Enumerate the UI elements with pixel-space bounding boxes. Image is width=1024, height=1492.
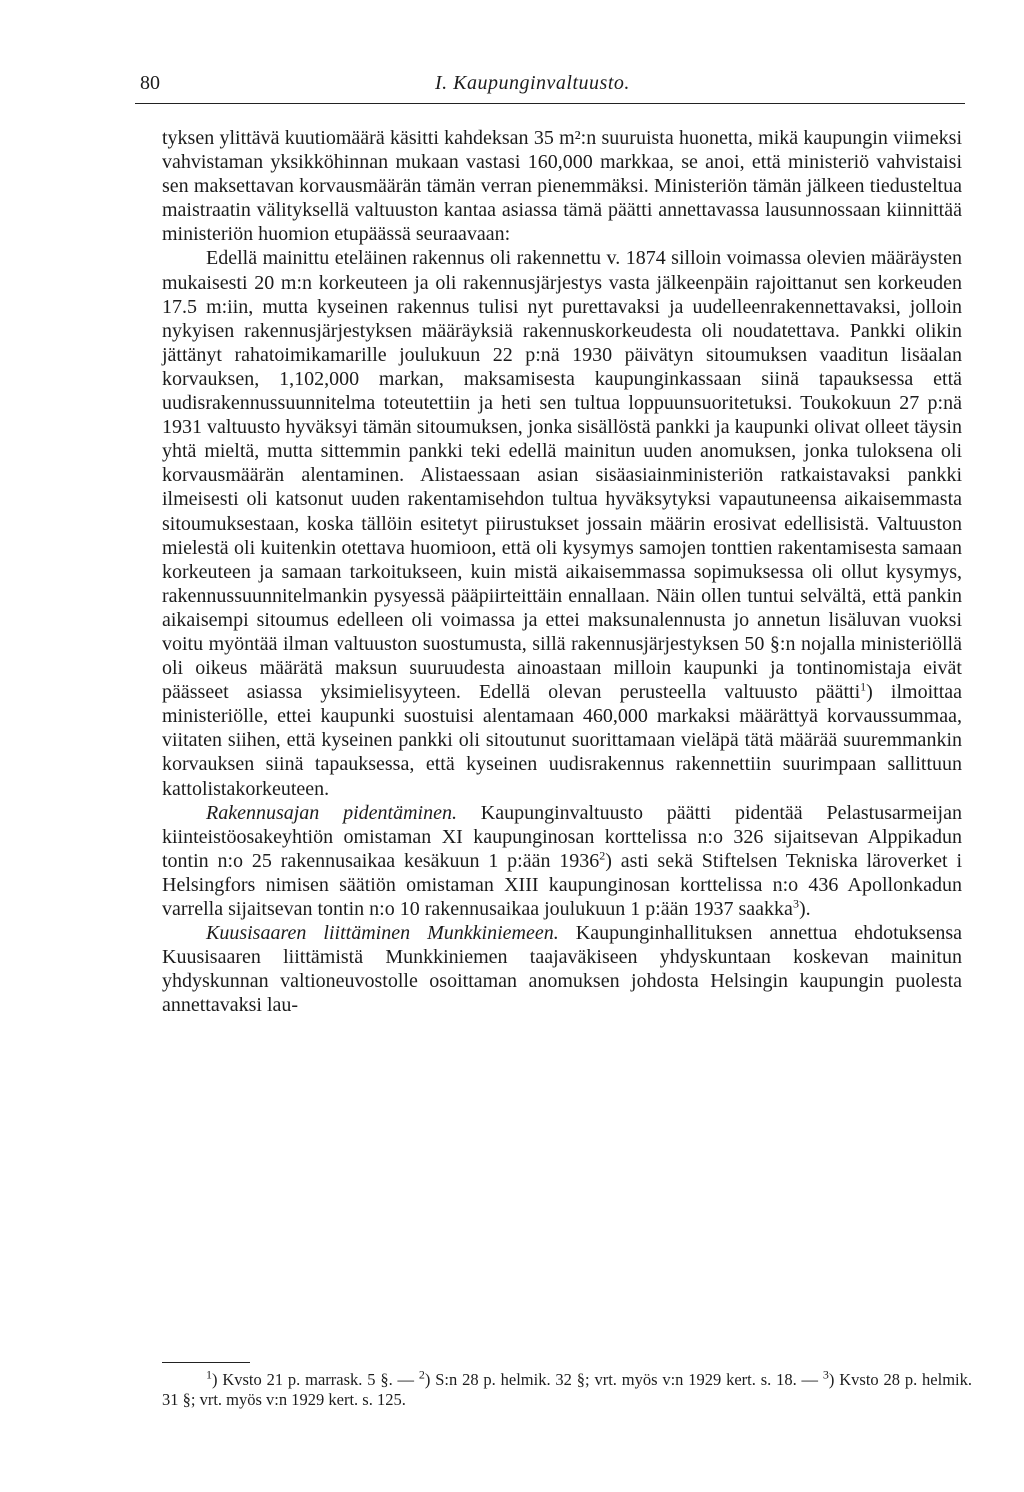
paragraph-text: Edellä mainittu eteläinen rakennus oli rakennettu v. 1874 silloin voimassa olevien määräysten mukaisesti 20 m:n korkeuteen ja oli rakennusjärjestys vasta jälkeenpäin rajoittanut sen korkeuden 17.5 m:iin, mutta kyseinen rakennus tulisi nyt purettavaksi ja uudelleenrakennettavaksi, jolloin nykyisen rakennusjärjestyksen määräyksiä rakennuskorkeudesta oli noudatettava. Pankki olikin jättänyt rahatoimikamarille joulukuun 22 p:nä 1930 päivätyn sitoumuksen vaaditun lisäalan korvauksen, 1,102,000 markan, maksamisesta kaupunginkassaan siinä tapauksessa että uudisrakennussuunnitelma toteutettiin ja heti sen tultua loppuunsuoritetuksi. Toukokuun 27 p:nä 1931 valtuusto hyväksyi tämän sitoumuksen, jonka sisällöstä pankki ja kaupunki olivat olleet täysin yhtä mieltä, mutta sittemmin pankki teki edellä mainitun uuden anomuksen, jonka tuloksena oli korvausmäärän alentaminen. Alistaessaan asian sisäasiainministeriön ratkaistavaksi pankki ilmeisesti oli katsonut uuden rakentamisehdon tultua hyväksytyksi vapautuneensa aikaisemmasta sitoumuksestaan, koska tällöin esitetyt piirustukset jossain määrin erosivat edellisistä. Valtuuston mielestä oli kuitenkin otettava huomioon, että oli kysymys samojen tonttien rakentamisesta samaan korkeuteen ja samaan tarkoitukseen, kuin mistä aikaisemmassa sopimuksessa oli ollut kysymys, rakennussuunnitelmankin pysyessä pääpiirteittäin ennallaan. Näin ollen tuntui selvältä, että pankin aikaisempi sitoumus edelleen oli voimassa ja ettei maksunalennusta jo annetun lisäluvan vuoksi voitu myöntää ilman valtuuston suostumusta, sillä rakennusjärjestyksen 50 §:n nojalla ministeriöllä oli oikeus määrätä maksun suuruudesta ainoastaan milloin kaupunki ja tontinomistaja eivät päässeet asiassa yksimielisyyteen. Edellä olevan perusteella valtuusto päätti	[162, 247, 962, 704]
footnote-ref: 2	[599, 848, 606, 863]
paragraph-continuation: tyksen ylittävä kuutiomäärä käsitti kahdeksan 35 m²:n suuruista huonetta, mikä kaupungin viimeksi vahvistaman yksikköhinnan mukaan vastasi 160,000 markkaa, se anoi, että ministeriö vahvistaisi sen maksettavan korvausmäärän tämän verran pienemmäksi. Ministeriön tämän jälkeen tiedusteltua maistraatin välityksellä valtuuston kantaa asiassa tämä päätti annettavassa lausunnossaan kiinnittää ministeriön huomion etupäässä seuraavaan:	[162, 127, 962, 246]
page-number: 80	[140, 72, 160, 94]
running-title: I. Kaupunginvaltuusto.	[435, 72, 630, 94]
paragraph-building-height: Edellä mainittu eteläinen rakennus oli rakennettu v. 1874 silloin voimassa olevien määräysten mukaisesti 20 m:n korkeuteen ja oli rakennusjärjestys vasta jälkeenpäin rajoittanut sen korkeuden 17.5 m:iin, mutta kyseinen rakennus tulisi nyt purettavaksi ja uudelleenrakennettavaksi, jolloin nykyisen rakennusjärjestyksen määräyksiä rakennuskorkeudesta oli noudatettava. Pankki olikin jättänyt rahatoimikamarille joulukuun 22 p:nä 1930 päivätyn sitoumuksen vaaditun lisäalan korvauksen, 1,102,000 markan, maksamisesta kaupunginkassaan siinä tapauksessa että uudisrakennussuunnitelma toteutettiin ja heti sen tultua loppuunsuoritetuksi. Toukokuun 27 p:nä 1931 valtuusto hyväksyi tämän sitoumuksen, jonka sisällöstä pankki ja kaupunki olivat olleet täysin yhtä mieltä, mutta sittemmin pankki teki edellä mainitun uuden anomuksen, jonka tuloksena oli korvausmäärän alentaminen. Alistaessaan asian sisäasiainministeriön ratkaistavaksi pankki ilmeisesti oli katsonut uuden rakentamisehdon tultua hyväksytyksi vapautuneensa aikaisemmasta sitoumuksestaan, koska tällöin esitetyt piirustukset jossain määrin erosivat edellisistä. Valtuuston mielestä oli kuitenkin otettava huomioon, että oli kysymys samojen tonttien rakentamisesta samaan korkeuteen ja samaan tarkoitukseen, kuin mistä aikaisemmassa sopimuksessa oli ollut kysymys, rakennussuunnitelmankin pysyessä pääpiirteittäin ennallaan. Näin ollen tuntui selvältä, että pankin aikaisempi sitoumus edelleen oli voimassa ja ettei maksunalennusta jo annetun lisäluvan vuoksi voitu myöntää ilman valtuuston suostumusta, sillä rakennusjärjestyksen 50 §:n nojalla ministeriöllä oli oikeus määrätä maksun suuruudesta ainoastaan milloin kaupunki ja tontinomistaja eivät päässeet asiassa yksimielisyyteen. Edellä olevan perusteella valtuusto päätti$^1$) ilmoittaa ministeriölle, ettei kaupunki suostuisi alentamaan 460,000 markaksi määrättyä korvaussummaa, viitaten siihen, että kyseinen pankki oli sitoutunut suorittamaan vieläpä tätä määrää suuremmankin korvauksen siinä tapauksessa, että kyseinen uudisrakennus rakennettiin suurimpaan sallittuun kattolistakorkeuteen.	[162, 247, 962, 800]
footnote-text: Kvsto 28 p. helmik. 31 §; vrt. myös v:n 1929 kert. s. 125.	[162, 1370, 972, 1409]
footnote-rule	[162, 1362, 250, 1363]
footnote-text: Kvsto 21 p. marrask. 5 §. —	[217, 1370, 419, 1389]
footnote-block: $^1$) Kvsto 21 p. marrask. 5 §. — $^2$) S:n 28 p. helmik. 32 §; vrt. myös v:n 1929 kert. s. 18. — $^3$) Kvsto 28 p. helmik. 31 §; vrt. myös v:n 1929 kert. s. 125.	[162, 1367, 972, 1409]
footnote-number: 1	[206, 1367, 212, 1382]
footnote-number: 2	[418, 1367, 425, 1382]
footnote-ref: 3	[792, 896, 799, 911]
footnotes	[162, 1367, 972, 1410]
paragraph-text: Kaupunginvaltuusto päätti pidentää Pelastusarmeijan kiinteistöosakeyhtiön omistaman XI kaupunginosan korttelissa n:o 326 sijaitsevan Alppikadun tontin n:o 25 rakennusaikaa kesäkuun 1 p:ään 1936	[162, 801, 962, 872]
section-heading: Kuusisaaren liittäminen Munkkiniemeen.	[206, 922, 559, 945]
paragraph-text: Kaupunginhallituksen annettua ehdotuksensa Kuusisaaren liittämistä Munkkiniemen taajaväkiseen yhdyskuntaan koskevan mainitun yhdyskunnan valtioneuvostolle osoittaman anomuksen johdosta Helsingin kaupungin puolesta annettavaksi lau-	[162, 922, 962, 1017]
body-text	[162, 126, 962, 1017]
header-rule	[135, 103, 965, 104]
footnote-ref: 1	[860, 679, 867, 694]
paragraph-text: asti sekä Stiftelsen Tekniska läroverket i Helsingfors nimisen säätiön omistaman XIII kaupunginosan korttelissa n:o 436 Apollonkadun varrella sijaitsevan tontin n:o 10 rakennusaikaa joulukuun 1 p:ään 1937 saakka	[162, 849, 962, 920]
paragraph-text: .	[805, 898, 811, 920]
footnote-number: 3	[822, 1367, 829, 1382]
paragraph-text: ilmoittaa ministeriölle, ettei kaupunki suostuisi alentamaan 460,000 markaksi määrättyä korvaussummaa, viitaten siihen, että kyseinen pankki oli sitoutunut suorittamaan vieläpä tätä määrää suuremmankin korvauksen siinä tapauksessa, että kyseinen uudisrakennus rakennettiin suurimpaan sallittuun kattolistakorkeuteen.	[162, 681, 962, 800]
paragraph-construction-time: Rakennusajan pidentäminen. Kaupunginvaltuusto päätti pidentää Pelastusarmeijan kiinteistöosakeyhtiön omistaman XI kaupunginosan korttelissa n:o 326 sijaitsevan Alppikadun tontin n:o 25 rakennusaikaa kesäkuun 1 p:ään 1936$^2$) asti sekä Stiftelsen Tekniska läroverket i Helsingfors nimisen säätiön omistaman XIII kaupunginosan korttelissa n:o 436 Apollonkadun varrella sijaitsevan tontin n:o 10 rakennusaikaa joulukuun 1 p:ään 1937 saakka$^3$).	[162, 801, 962, 920]
paragraph-kuusisaari	[162, 921, 962, 1017]
section-heading: Rakennusajan pidentäminen.	[206, 801, 457, 824]
page-header	[135, 72, 965, 102]
footnote-text: S:n 28 p. helmik. 32 §; vrt. myös v:n 1929 kert. s. 18. —	[430, 1370, 823, 1389]
